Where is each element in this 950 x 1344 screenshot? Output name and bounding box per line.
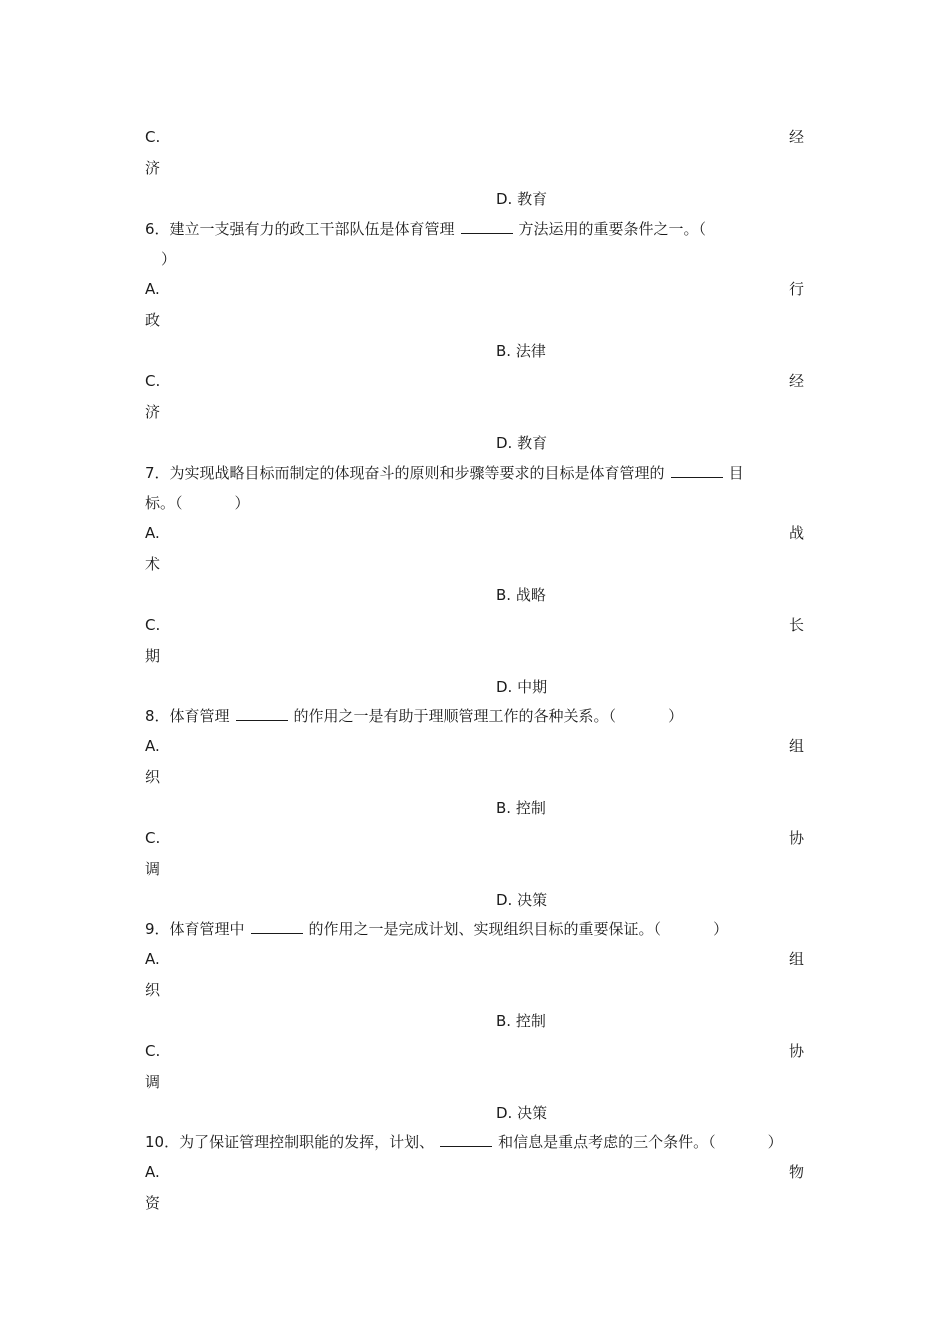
q10-stem: [145, 1132, 783, 1152]
q7-option-c-text-1: 长: [789, 616, 805, 634]
q9-option-a-text-2: 织: [145, 981, 161, 999]
q6-blank: [461, 219, 513, 234]
q7-option-c-label: C.: [145, 616, 161, 634]
q8-stem-before: 8．体育管理: [145, 707, 230, 725]
q8-option-c-text-2: 调: [145, 860, 161, 878]
q10-option-a-text-2: 资: [145, 1194, 161, 1212]
q9-stem: [145, 919, 728, 939]
q9-option-d: D. 决策: [496, 1104, 548, 1122]
q6-option-b: B. 法律: [496, 342, 546, 360]
q7-option-c-text-2: 期: [145, 647, 161, 665]
q10-stem-close: ）: [767, 1133, 783, 1151]
q9-stem-before: 9．体育管理中: [145, 920, 245, 938]
q7-option-a-text-2: 术: [145, 555, 161, 573]
q7-stem-after: 目: [728, 464, 744, 482]
q10-option-a-text-1: 物: [789, 1163, 805, 1181]
q6-stem-close: ）: [161, 250, 177, 268]
q6-option-a-text-2: 政: [145, 311, 161, 329]
q5-option-d: D. 教育: [496, 190, 548, 208]
q5-option-c-text-2: 济: [145, 159, 161, 177]
q8-option-b: B. 控制: [496, 799, 546, 817]
q7-stem-before: 7．为实现战略目标而制定的体现奋斗的原则和步骤等要求的目标是体育管理的: [145, 464, 665, 482]
q8-blank: [236, 706, 288, 721]
q8-stem: [145, 706, 683, 726]
q7-stem-line2: [145, 493, 250, 513]
q9-stem-close: ）: [713, 920, 729, 938]
q8-stem-after: 的作用之一是有助于理顺管理工作的各种关系。（: [293, 707, 617, 725]
q5-option-c-text-1: 经: [789, 128, 805, 146]
q6-option-a-text-1: 行: [789, 280, 805, 298]
q6-option-a-label: A.: [145, 280, 160, 298]
q9-option-a-label: A.: [145, 950, 160, 968]
q7-option-b: B. 战略: [496, 586, 546, 604]
q9-option-c-text-1: 协: [789, 1042, 805, 1060]
q8-option-d: D. 决策: [496, 891, 548, 909]
q6-stem-before: 6．建立一支强有力的政工干部队伍是体育管理: [145, 220, 455, 238]
q9-stem-after: 的作用之一是完成计划、实现组织目标的重要保证。（: [308, 920, 662, 938]
q6-option-c-label: C.: [145, 372, 161, 390]
q9-option-c-label: C.: [145, 1042, 161, 1060]
q9-option-c-text-2: 调: [145, 1073, 161, 1091]
q5-option-c-label: C.: [145, 128, 161, 146]
q6-option-d: D. 教育: [496, 434, 548, 452]
q8-option-a-text-2: 织: [145, 768, 161, 786]
q7-option-a-label: A.: [145, 524, 160, 542]
q7-blank: [671, 463, 723, 478]
q8-stem-close: ）: [668, 707, 684, 725]
q10-stem-before: 10．为了保证管理控制职能的发挥，计划、: [145, 1133, 435, 1151]
q8-option-a-text-1: 组: [789, 737, 805, 755]
q7-stem: [145, 463, 744, 483]
q7-stem-line2-open: 标。（: [145, 494, 183, 512]
q8-option-a-label: A.: [145, 737, 160, 755]
q7-option-a-text-1: 战: [789, 524, 805, 542]
q9-option-a-text-1: 组: [789, 950, 805, 968]
q6-stem: [145, 219, 706, 239]
q8-option-c-label: C.: [145, 829, 161, 847]
q7-stem-line2-close: ）: [234, 494, 250, 512]
q10-blank: [440, 1132, 492, 1147]
q8-option-c-text-1: 协: [789, 829, 805, 847]
q6-option-c-text-2: 济: [145, 403, 161, 421]
q9-option-b: B. 控制: [496, 1012, 546, 1030]
q6-stem-after: 方法运用的重要条件之一。（: [518, 220, 707, 238]
q10-option-a-label: A.: [145, 1163, 160, 1181]
q9-blank: [251, 919, 303, 934]
q6-option-c-text-1: 经: [789, 372, 805, 390]
q7-option-d: D. 中期: [496, 678, 548, 696]
q10-stem-after: 和信息是重点考虑的三个条件。（: [498, 1133, 716, 1151]
